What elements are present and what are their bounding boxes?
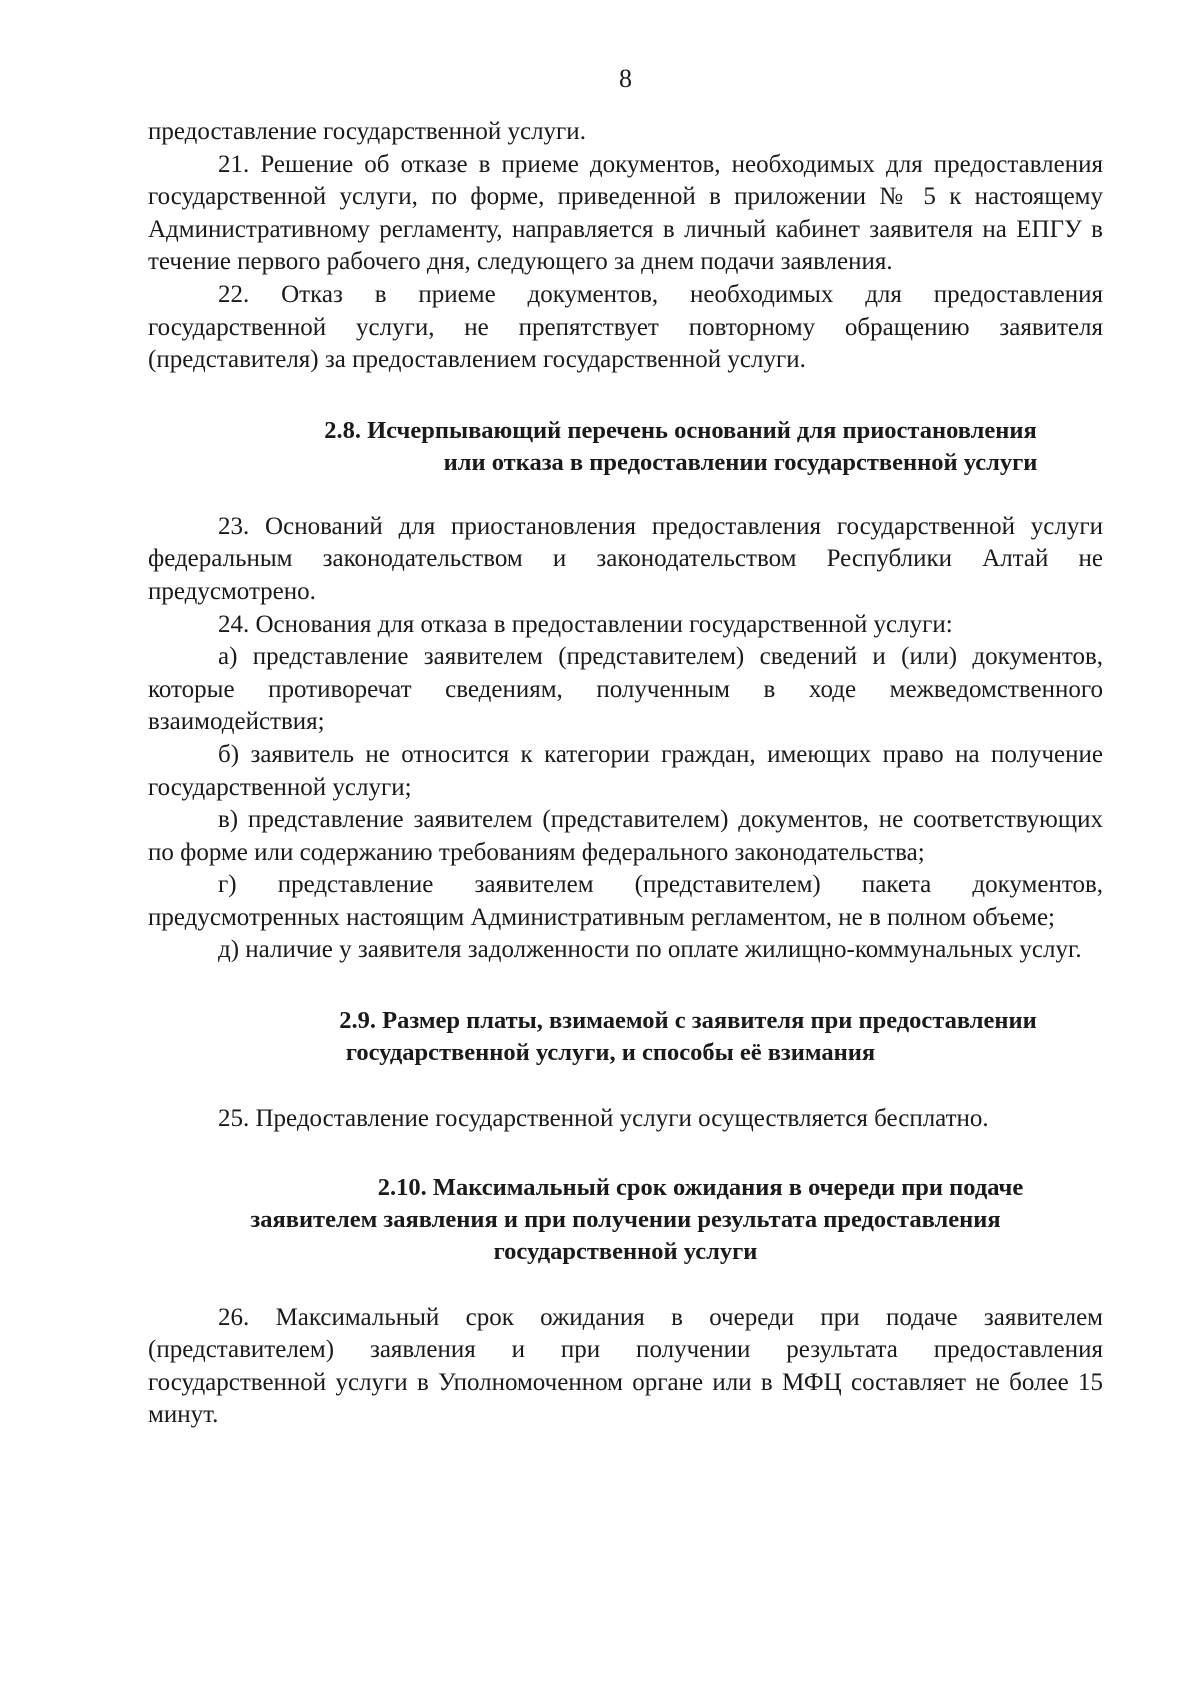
- paragraph-23: 23. Оснований для приостановления предоставления государственной услуги федеральным законодательством и законодательством Республики Алтай не предусмотрено.: [148, 512, 1103, 605]
- paragraph-25: 25. Предоставление государственной услуги осуществляется бесплатно.: [218, 1105, 989, 1133]
- section-2-10-heading: [148, 1172, 1103, 1268]
- paragraph-24: 24. Основания для отказа в предоставлении государственной услуги:: [218, 610, 953, 638]
- page-number: 8: [619, 64, 632, 93]
- list-item-b: б) заявитель не относится к категории граждан, имеющих право на получение государственной услуги;: [148, 740, 1103, 801]
- section-2-9-heading-line1: 2.9. Размер платы, взимаемой с заявителя при предоставлении: [339, 1007, 1037, 1035]
- list-item-g: г) представление заявителем (представителем) пакета документов, предусмотренных настоящим Административным регламентом, не в полном объеме;: [148, 871, 1103, 931]
- paragraph-26: 26. Максимальный срок ожидания в очереди при подаче заявителем (представителем) заявления и при получении результата предоставления государственной услуги в Уполномоченном органе или в МФЦ составляет не более 15 минут.: [148, 1303, 1103, 1429]
- paragraph-21: 21. Решение об отказе в приеме документов, необходимых для предоставления государственной услуги, по форме, приведенной в приложении № 5 к настоящему Административному регламенту, направляется в личный кабинет заявителя на ЕПГУ в течение первого рабочего дня, следующего за днем подачи заявления.: [148, 150, 1103, 276]
- section-2-10-heading-line2: заявителем заявления и при получении результата предоставления: [250, 1205, 1001, 1233]
- section-2-9-heading-line2: государственной услуги, и способы её взимания: [345, 1039, 876, 1067]
- section-2-9-heading: [148, 1005, 1103, 1069]
- section-2-10-heading-line1: 2.10. Максимальный срок ожидания в очереди при подаче: [377, 1173, 1024, 1201]
- paragraph-continuation: предоставление государственной услуги.: [148, 118, 586, 145]
- list-item-d: д) наличие у заявителя задолженности по оплате жилищно-коммунальных услуг.: [218, 936, 1082, 964]
- list-item-v: в) представление заявителем (представителем) документов, не соответствующих по форме или содержанию требованиям федерального законодательства;: [148, 806, 1103, 866]
- section-2-8-heading-line1: 2.8. Исчерпывающий перечень оснований для приостановления: [324, 416, 1037, 444]
- section-2-8-heading-line2: или отказа в предоставлении государственной услуги: [443, 448, 1038, 476]
- section-2-8-heading: [148, 415, 1103, 479]
- document-page: [148, 64, 1103, 1432]
- list-item-a: а) представление заявителем (представителем) сведений и (или) документов, которые противоречат сведениям, полученным в ходе межведомственного взаимодействия;: [148, 643, 1103, 736]
- paragraph-22: 22. Отказ в приеме документов, необходимых для предоставления государственной услуги, не препятствует повторному обращению заявителя (представителя) за предоставлением государственной услуги.: [148, 280, 1103, 374]
- section-2-10-heading-line3: государственной услуги: [493, 1237, 758, 1265]
